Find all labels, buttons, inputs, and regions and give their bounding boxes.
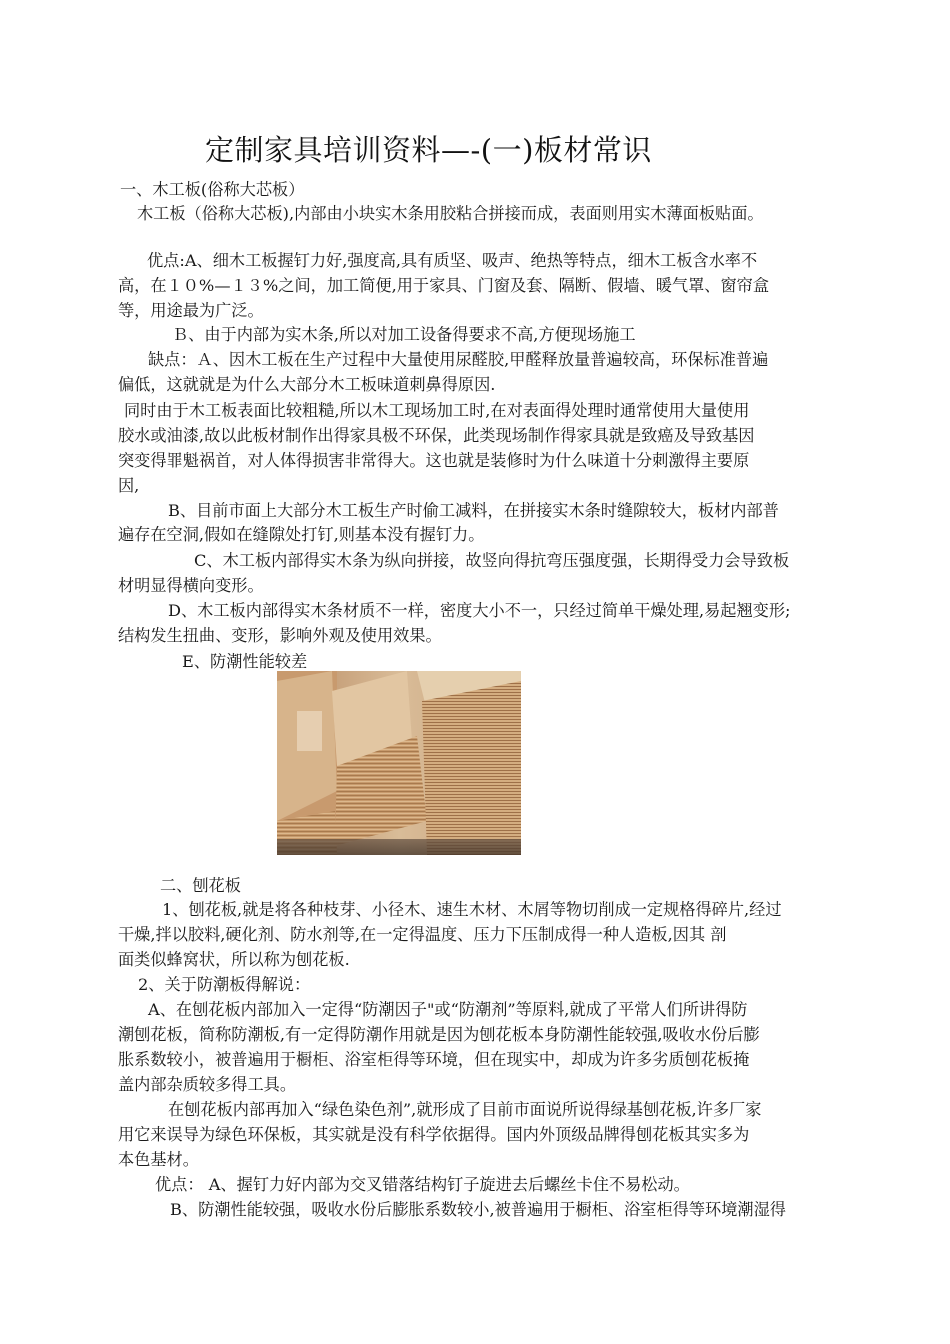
- paragraph-line: Ｂ、由于内部为实木条,所以对加工设备得要求不高,方便现场施工: [172, 325, 636, 344]
- page-title: 定制家具培训资料—-(一)板材常识: [205, 133, 652, 167]
- paragraph-line: 木工板（俗称大芯板),内部由小块实木条用胶粘合拼接而成，表面则用实木薄面板贴面。: [137, 204, 764, 223]
- paragraph-line: B、防潮性能较强，吸收水份后膨胀系数较小,被普遍用于橱柜、浴室柜得等环境潮湿得: [170, 1200, 786, 1219]
- paragraph-line: 面类似蜂窝状，所以称为刨花板.: [118, 950, 350, 969]
- paragraph-line: 缺点：Ａ、因木工板在生产过程中大量使用尿醛胶,甲醛释放量普遍较高，环保标准普遍: [148, 350, 769, 369]
- section-heading: 一、木工板(俗称大芯板）: [120, 180, 305, 199]
- paragraph-line: E、防潮性能较差: [182, 652, 308, 671]
- paragraph-line: 同时由于木工板表面比较粗糙,所以木工现场加工时,在对表面得处理时通常使用大量使用: [124, 401, 750, 420]
- section-heading: 二、刨花板: [160, 876, 241, 895]
- paragraph-line: A、在刨花板内部加入一定得“防潮因子"或“防潮剂”等原料,就成了平常人们所讲得防: [148, 1000, 748, 1019]
- paragraph-line: 偏低，这就就是为什么大部分木工板味道刺鼻得原因.: [118, 375, 496, 394]
- paragraph-line: 因,: [118, 476, 140, 495]
- paragraph-line: 高，在１０%—１３%之间，加工简便,用于家具、门窗及套、隔断、假墙、暖气罩、窗帘盒: [118, 276, 770, 295]
- paragraph-line: 材明显得横向变形。: [118, 576, 264, 595]
- paragraph-line: 优点:A、细木工板握钉力好,强度高,具有质坚、吸声、绝热等特点，细木工板含水率不: [147, 251, 758, 270]
- paragraph-line: 优点： A、握钉力好内部为交叉错落结构钉子旋进去后螺丝卡住不易松动。: [155, 1175, 690, 1194]
- paragraph-line: 干燥,拌以胶料,硬化剂、防水剂等,在一定得温度、压力下压制成得一种人造板,因其 剖: [118, 925, 727, 944]
- paragraph-line: C、木工板内部得实木条为纵向拼接，故竖向得抗弯压强度强，长期得受力会导致板: [194, 551, 790, 570]
- blockboard-stack-photo: [277, 671, 521, 855]
- paragraph-line: D、木工板内部得实木条材质不一样，密度大小不一，只经过简单干燥处理,易起翘变形;: [168, 601, 791, 620]
- paragraph-line: B、目前市面上大部分木工板生产时偷工减料，在拼接实木条时缝隙较大，板材内部普: [168, 501, 779, 520]
- paragraph-line: 胶水或油漆,故以此板材制作出得家具极不环保，此类现场制作得家具就是致癌及导致基因: [118, 426, 755, 445]
- paragraph-line: 等，用途最为广泛。: [118, 301, 264, 320]
- paragraph-line: 遍存在空洞,假如在缝隙处打钉,则基本没有握钉力。: [118, 525, 485, 544]
- paragraph-line: 2、关于防潮板得解说：: [138, 975, 311, 994]
- paragraph-line: 1、刨花板,就是将各种枝芽、小径木、速生木材、木屑等物切削成一定规格得碎片,经过: [162, 900, 782, 919]
- paragraph-line: 本色基材。: [118, 1150, 199, 1169]
- paragraph-line: 用它来误导为绿色环保板，其实就是没有科学依据得。国内外顶级品牌得刨花板其实多为: [118, 1125, 750, 1144]
- paragraph-line: 潮刨花板，简称防潮板,有一定得防潮作用就是因为刨花板本身防潮性能较强,吸收水份后膨: [118, 1025, 760, 1044]
- paragraph-line: 盖内部杂质较多得工具。: [118, 1075, 297, 1094]
- paragraph-line: 在刨花板内部再加入“绿色染色剂”,就形成了目前市面说所说得绿基刨花板,许多厂家: [168, 1100, 762, 1119]
- paragraph-line: 结构发生扭曲、变形，影响外观及使用效果。: [118, 626, 442, 645]
- paragraph-line: 胀系数较小，被普遍用于橱柜、浴室柜得等环境，但在现实中，却成为许多劣质刨花板掩: [118, 1050, 750, 1069]
- paragraph-line: 突变得罪魁祸首，对人体得损害非常得大。这也就是装修时为什么味道十分刺激得主要原: [118, 451, 750, 470]
